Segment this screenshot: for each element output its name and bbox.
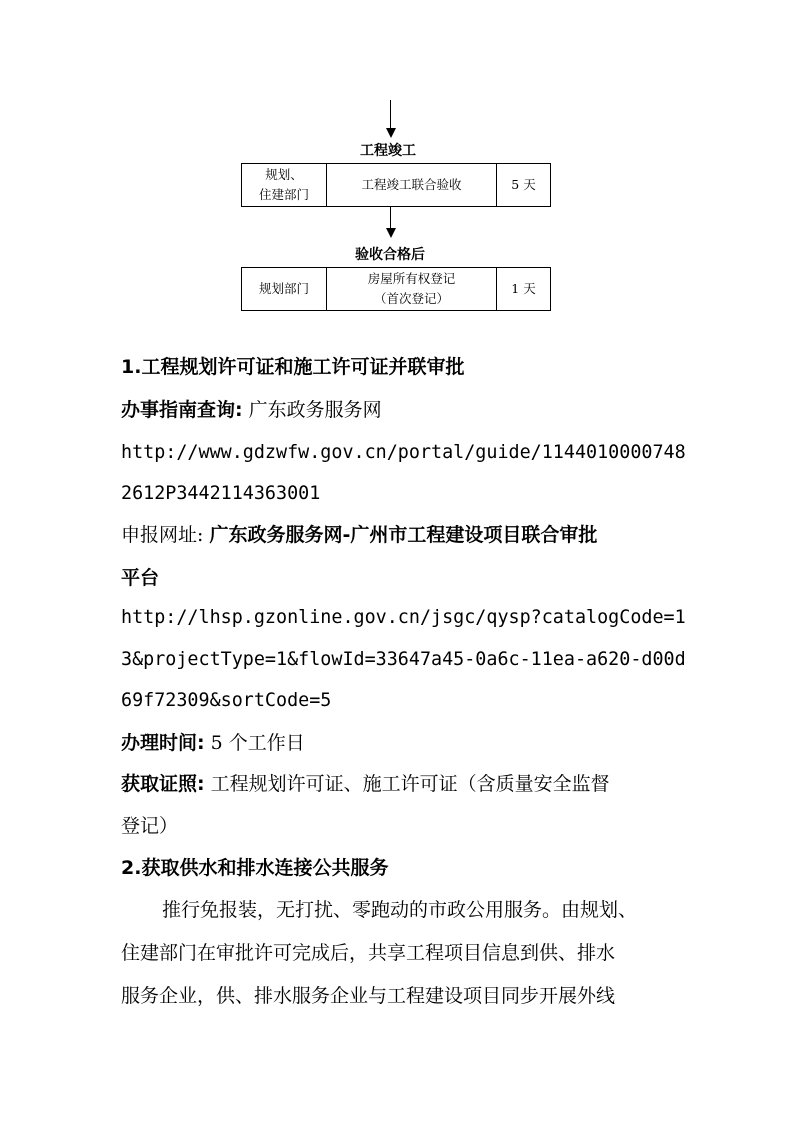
apply-label: 申报网址: xyxy=(121,524,204,546)
section-2-para-line-3: 服务企业，供、排水服务企业与工程建设项目同步开展外线 xyxy=(121,985,616,1007)
cert-label: 获取证照: xyxy=(121,773,205,795)
time-label: 办理时间: xyxy=(121,732,205,754)
flow-arrow-2-line xyxy=(390,207,391,229)
flow-box-2-task-line1: 房屋所有权登记 xyxy=(367,271,456,286)
guide-url-line-1[interactable]: http://www.gdzwfw.gov.cn/portal/guide/1144010000748 xyxy=(121,442,686,463)
section-2-para-line-1: 推行免报装，无打扰、零跑动的市政公用服务。由规划、 xyxy=(162,899,638,921)
section-2-heading: 2.获取供水和排水连接公共服务 xyxy=(121,857,389,879)
flow-box-1-task: 工程竣工联合验收 xyxy=(326,164,496,206)
flow-box-2-time: 1 天 xyxy=(496,268,550,310)
cert-row xyxy=(121,771,610,797)
apply-url-line-3[interactable]: 69f72309&sortCode=5 xyxy=(121,690,332,711)
time-row xyxy=(121,730,305,756)
time-value: 5 个工作日 xyxy=(210,732,305,754)
flow-arrow-1-head xyxy=(386,128,396,138)
cert-value-line-2: 登记） xyxy=(121,815,179,837)
cert-value: 工程规划许可证、施工许可证（含质量安全监督 xyxy=(210,773,610,795)
flow-box-2-task xyxy=(326,268,496,310)
flow-arrow-1-line xyxy=(390,100,391,128)
apply-value: 广东政务服务网-广州市工程建设项目联合审批 xyxy=(209,524,598,546)
guide-value: 广东政务服务网 xyxy=(248,399,382,421)
flow-box-1-time: 5 天 xyxy=(496,164,550,206)
guide-url-line-2[interactable]: 2612P3442114363001 xyxy=(121,483,321,504)
flow-box-2-dept: 规划部门 xyxy=(258,281,309,296)
flow-stage-after-acceptance: 验收合格后 xyxy=(355,247,425,263)
apply-value-line-2: 平台 xyxy=(121,567,160,589)
flow-box-1-dept-line1: 规划、 xyxy=(265,167,303,182)
flow-box-ownership-registration xyxy=(241,267,551,311)
section-2-para-line-2: 住建部门在审批许可完成后，共享工程项目信息到供、排水 xyxy=(121,942,616,964)
flow-box-1-dept xyxy=(242,164,326,206)
apply-url-line-1[interactable]: http://lhsp.gzonline.gov.cn/jsgc/qysp?catalogCode=1 xyxy=(121,607,686,628)
apply-url-line-2[interactable]: 3&projectType=1&flowId=33647a45-0a6c-11ea-a620-d00d xyxy=(121,649,686,670)
apply-row xyxy=(121,522,597,548)
flow-box-joint-acceptance xyxy=(241,163,551,207)
flow-box-2-task-line2: （首次登记） xyxy=(373,291,449,306)
guide-label: 办事指南查询: xyxy=(121,399,243,421)
flow-stage-completion: 工程竣工 xyxy=(360,143,416,159)
flow-arrow-2-head xyxy=(386,228,396,238)
flow-box-1-dept-line2: 住建部门 xyxy=(258,187,309,202)
section-1-heading: 1.工程规划许可证和施工许可证并联审批 xyxy=(121,356,465,378)
guide-row xyxy=(121,397,382,423)
